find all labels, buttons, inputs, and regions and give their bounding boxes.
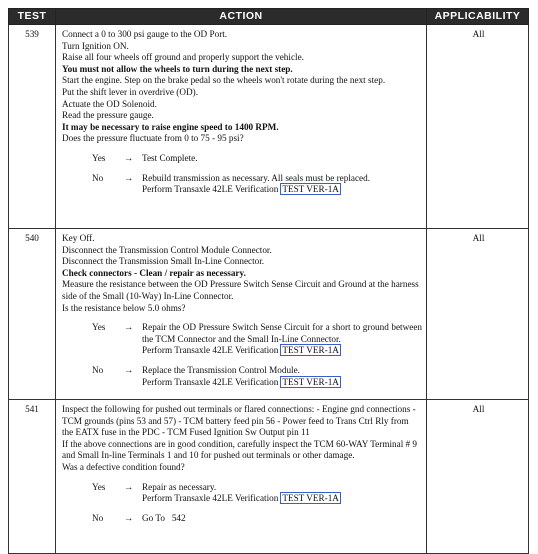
question: Does the pressure fluctuate from 0 to 75 - 95 psi? <box>62 133 244 144</box>
no-body <box>142 173 422 196</box>
header-test: TEST <box>9 9 56 25</box>
yes-text: Repair as necessary. <box>142 481 217 492</box>
applicability-cell: All <box>427 25 529 229</box>
no-body <box>142 365 422 388</box>
verification-text: Perform Transaxle 42LE Verification <box>142 376 279 387</box>
action-step: Read the pressure gauge. <box>62 110 154 121</box>
action-cell <box>56 400 427 554</box>
action-step: Raise all four wheels off ground and properly support the vehicle. <box>62 52 304 63</box>
header-action: ACTION <box>56 9 427 25</box>
action-step: If the above connections are in good condition, carefully inspect the TCM 60-WAY Terminal # 9 and Small In-line Terminals 1 and 10 for pushed out terminals or other damage. <box>62 438 418 461</box>
no-body <box>142 513 422 525</box>
yes-label: Yes <box>92 152 106 163</box>
verification-line <box>142 377 422 389</box>
no-label: No <box>92 172 104 183</box>
table-row <box>9 229 529 400</box>
no-branch <box>62 173 422 196</box>
arrow-icon: → <box>124 152 134 163</box>
action-step: Turn Ignition ON. <box>62 40 129 51</box>
yes-label: Yes <box>92 322 106 333</box>
warning-step: Check connectors - Clean / repair as necessary. <box>62 267 246 278</box>
action-step: Inspect the following for pushed out terminals or flared connections: - Engine gnd connections - TCM grounds (pins 53 and 57) - TCM battery feed pin 56 - Power feed to Trans Ctrl Rly from the EATX fuse in the PDC - TCM Fused Ignition Sw Output pin 11 <box>62 404 416 438</box>
verification-text: Perform Transaxle 42LE Verification <box>142 184 279 195</box>
yes-branch <box>62 153 422 165</box>
arrow-icon: → <box>124 364 134 375</box>
warning-step: It may be necessary to raise engine speed to 1400 RPM. <box>62 121 279 132</box>
test-number: 540 <box>9 229 56 400</box>
arrow-icon: → <box>124 481 134 492</box>
yes-label: Yes <box>92 481 106 492</box>
table-row <box>9 25 529 229</box>
test-number: 541 <box>9 400 56 554</box>
warning-step: You must not allow the wheels to turn during the next step. <box>62 63 293 74</box>
test-number: 539 <box>9 25 56 229</box>
yes-text: Repair the OD Pressure Switch Sense Circuit for a short to ground between the TCM Connector and the Small In-Line Connector. <box>142 322 422 344</box>
arrow-icon: → <box>124 322 134 333</box>
action-step: Start the engine. Step on the brake pedal so the wheels won't rotate during the next step. <box>62 75 386 86</box>
arrow-icon: → <box>124 172 134 183</box>
action-step: Actuate the OD Solenoid. <box>62 98 157 109</box>
diagnostic-table <box>8 8 529 554</box>
table-row <box>9 400 529 554</box>
verification-text: Perform Transaxle 42LE Verification <box>142 493 279 504</box>
arrow-icon: → <box>124 512 134 523</box>
action-step: Put the shift lever in overdrive (OD). <box>62 86 198 97</box>
no-branch <box>62 365 422 388</box>
no-label: No <box>92 512 104 523</box>
test-ver-link[interactable]: TEST VER-1A <box>282 493 339 504</box>
goto-test-link[interactable]: 542 <box>171 512 186 523</box>
test-ver-link[interactable]: TEST VER-1A <box>282 345 339 356</box>
action-step: Key Off. <box>62 233 95 243</box>
test-ver-link[interactable]: TEST VER-1A <box>282 376 339 387</box>
yes-branch <box>62 322 422 357</box>
action-cell <box>56 25 427 229</box>
action-step: Disconnect the Transmission Control Module Connector. <box>62 244 272 255</box>
no-text: Rebuild transmission as necessary. All seals must be replaced. <box>142 172 371 183</box>
question: Is the resistance below 5.0 ohms? <box>62 302 186 313</box>
yes-body <box>142 482 422 505</box>
verification-line <box>142 493 422 505</box>
applicability-cell: All <box>427 400 529 554</box>
yes-body <box>142 322 422 357</box>
verification-text: Perform Transaxle 42LE Verification <box>142 345 279 356</box>
table-header-row <box>9 9 529 25</box>
yes-branch <box>62 482 422 505</box>
action-step: Disconnect the Transmission Small In-Line Connector. <box>62 256 265 267</box>
verification-line <box>142 345 422 357</box>
no-text: Replace the Transmission Control Module. <box>142 364 300 375</box>
question: Was a defective condition found? <box>62 461 185 472</box>
no-text: Go To <box>142 512 165 523</box>
test-ver-link[interactable]: TEST VER-1A <box>282 184 339 195</box>
no-label: No <box>92 364 104 375</box>
header-applicability: APPLICABILITY <box>427 9 529 25</box>
applicability-cell: All <box>427 229 529 400</box>
yes-text: Test Complete. <box>142 152 198 163</box>
action-step: Measure the resistance between the OD Pressure Switch Sense Circuit and Ground at the harness side of the Small (10-Way) In-Line Connector. <box>62 279 419 301</box>
verification-line <box>142 184 422 196</box>
action-step: Connect a 0 to 300 psi gauge to the OD Port. <box>62 29 228 39</box>
action-cell <box>56 229 427 400</box>
no-branch <box>62 513 422 525</box>
